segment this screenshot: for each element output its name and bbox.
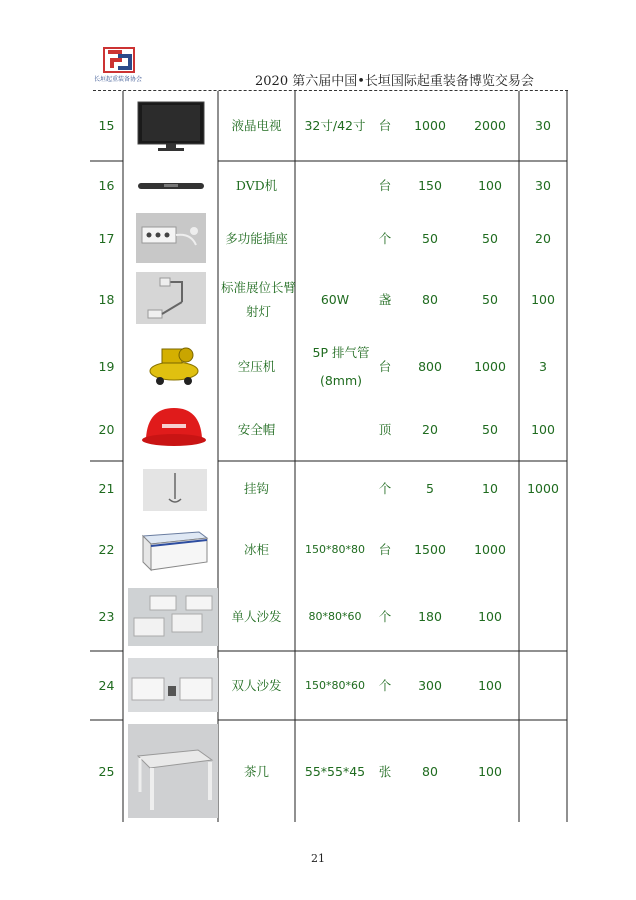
item-unit: 个 xyxy=(378,481,392,496)
item-deposit: 10 xyxy=(482,481,498,496)
item-unit: 顶 xyxy=(378,422,392,437)
item-spec: 150*80*60 xyxy=(305,679,365,693)
item-quantity xyxy=(519,585,567,649)
document-header-title: 2020 第六届中国•长垣国际起重装备博览交易会 xyxy=(255,74,534,89)
item-number: 19 xyxy=(98,358,115,374)
spotlight-image xyxy=(136,272,206,324)
item-spec: 60W xyxy=(320,292,350,307)
item-price: 300 xyxy=(418,678,442,693)
item-quantity: 100 xyxy=(531,292,555,307)
item-unit: 个 xyxy=(378,678,392,693)
item-number: 21 xyxy=(98,481,115,496)
item-number: 20 xyxy=(98,422,115,437)
item-quantity: 100 xyxy=(531,422,555,437)
item-deposit: 2000 xyxy=(474,118,506,133)
item-spec xyxy=(295,463,375,515)
hook-image xyxy=(143,469,207,511)
item-price: 800 xyxy=(418,358,442,374)
item-name: 茶几 xyxy=(243,764,269,779)
item-unit: 台 xyxy=(378,118,392,133)
item-name: 标准展位长臂射灯 xyxy=(220,280,296,319)
item-number: 25 xyxy=(98,764,115,779)
item-price: 5 xyxy=(426,481,434,496)
item-price: 1500 xyxy=(414,542,446,557)
item-name: 安全帽 xyxy=(237,422,276,437)
item-price: 180 xyxy=(418,609,442,624)
power-strip-image xyxy=(136,213,206,263)
item-deposit: 50 xyxy=(482,422,498,437)
item-name: 双人沙发 xyxy=(231,678,282,693)
double-sofa-image xyxy=(128,658,218,712)
item-quantity: 3 xyxy=(539,358,547,374)
coffee-table-image xyxy=(128,724,218,818)
item-spec: 32寸/42寸 xyxy=(304,118,366,133)
item-number: 18 xyxy=(98,292,115,307)
item-quantity: 30 xyxy=(535,118,551,133)
item-price: 150 xyxy=(418,178,442,193)
item-unit: 个 xyxy=(378,609,392,624)
item-unit: 台 xyxy=(378,358,392,374)
single-sofa-image xyxy=(128,588,218,646)
item-spec: 80*80*60 xyxy=(308,610,362,624)
item-deposit: 50 xyxy=(482,231,498,246)
item-spec: 150*80*80 xyxy=(305,543,365,557)
item-name: 液晶电视 xyxy=(231,118,282,133)
item-number: 22 xyxy=(98,542,115,557)
item-quantity xyxy=(519,653,567,719)
item-deposit: 100 xyxy=(478,678,502,693)
item-deposit: 100 xyxy=(478,609,502,624)
item-quantity: 30 xyxy=(535,178,551,193)
item-deposit: 1000 xyxy=(474,542,506,557)
item-number: 23 xyxy=(98,609,115,624)
item-unit: 台 xyxy=(378,542,392,557)
item-unit: 个 xyxy=(378,231,392,246)
item-number: 17 xyxy=(98,231,115,246)
logo-caption: 长垣起重装备协会 xyxy=(94,76,143,83)
item-deposit: 100 xyxy=(478,178,502,193)
safety-helmet-image xyxy=(140,402,208,456)
item-price: 20 xyxy=(422,422,438,437)
item-deposit: 50 xyxy=(482,292,498,307)
item-name: 单人沙发 xyxy=(231,609,282,624)
item-quantity xyxy=(519,722,567,822)
item-quantity: 20 xyxy=(535,231,551,246)
item-name: 挂钩 xyxy=(243,481,269,496)
item-quantity xyxy=(519,518,567,582)
item-spec xyxy=(295,400,375,460)
dvd-player-image xyxy=(136,180,206,192)
tv-image xyxy=(136,100,206,152)
item-name: 空压机 xyxy=(237,358,276,374)
item-unit: 张 xyxy=(378,764,392,779)
item-spec xyxy=(295,163,375,209)
air-compressor-image xyxy=(146,341,202,387)
item-unit: 台 xyxy=(378,178,392,193)
item-price: 1000 xyxy=(414,118,446,133)
freezer-image xyxy=(139,522,211,574)
item-quantity: 1000 xyxy=(527,481,559,496)
item-name: 多功能插座 xyxy=(225,231,288,246)
item-spec: 5P 排气管 (8mm) xyxy=(312,345,370,388)
item-name: DVD机 xyxy=(235,178,278,193)
item-number: 24 xyxy=(98,678,115,693)
item-name: 冰柜 xyxy=(243,542,269,557)
item-price: 80 xyxy=(422,292,438,307)
item-spec xyxy=(295,213,375,265)
item-spec: 55*55*45 xyxy=(304,764,366,779)
item-price: 80 xyxy=(422,764,438,779)
item-number: 16 xyxy=(98,178,115,193)
page-number: 21 xyxy=(311,852,325,865)
item-unit: 盏 xyxy=(378,292,392,307)
item-number: 15 xyxy=(98,118,115,133)
item-price: 50 xyxy=(422,231,438,246)
item-deposit: 100 xyxy=(478,764,502,779)
item-deposit: 1000 xyxy=(474,358,506,374)
